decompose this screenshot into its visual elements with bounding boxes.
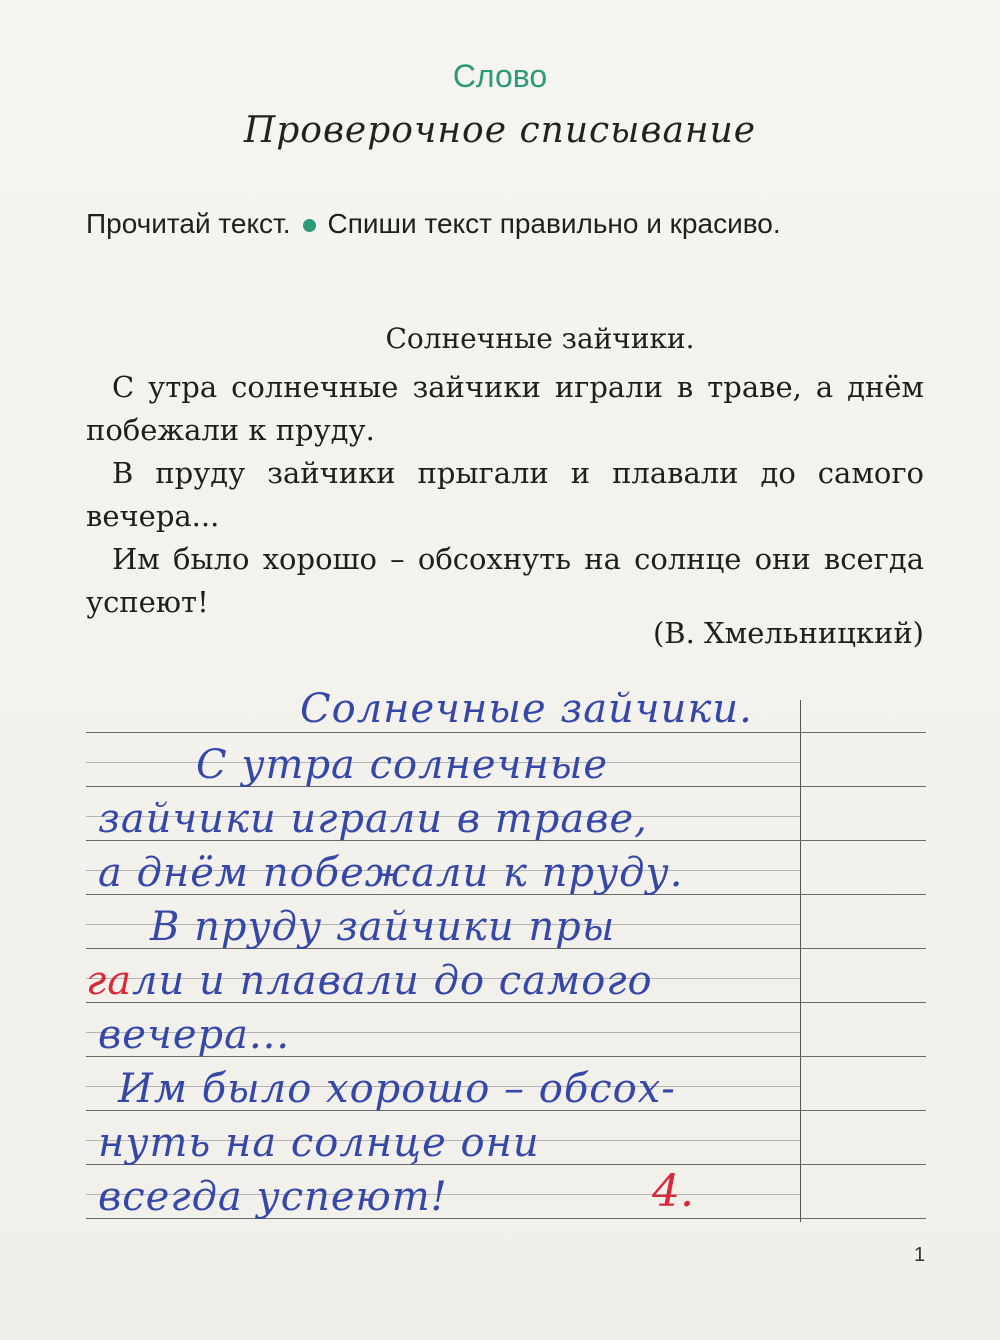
text-paragraph-2: В пруду зайчики прыгали и плавали до самого вечера... bbox=[86, 456, 924, 533]
page-number: 1 bbox=[914, 1244, 926, 1266]
rule-line bbox=[86, 732, 926, 733]
page-title: Проверочное списывание bbox=[243, 110, 757, 151]
instruction-copy: Спиши текст правильно и красиво. bbox=[327, 208, 781, 239]
handwritten-line-1: Солнечные зайчики. bbox=[300, 686, 753, 732]
handwritten-line-4: а днём побежали к пруду. bbox=[98, 850, 684, 896]
text-author: (В. Хмельницкий) bbox=[652, 616, 924, 650]
text-title: Солнечные зайчики. bbox=[385, 322, 695, 355]
handwritten-line-10: всегда успеют! bbox=[98, 1174, 448, 1220]
handwritten-line-5: В пруду зайчики пры bbox=[150, 904, 616, 950]
margin-line bbox=[800, 700, 801, 1222]
handwritten-line-2: С утра солнечные bbox=[196, 742, 609, 788]
handwritten-line-9: нуть на солнце они bbox=[98, 1120, 540, 1166]
text-paragraph-1: С утра солнечные зайчики играли в траве, а днём побежали к пруду. bbox=[86, 370, 924, 447]
handwritten-line-6-rest: ли и плавали до самого bbox=[132, 958, 653, 1004]
grade-mark: 4. bbox=[652, 1166, 694, 1217]
correction-mark: га bbox=[86, 958, 133, 1004]
handwritten-line-3: зайчики играли в траве, bbox=[98, 796, 648, 842]
instruction-read: Прочитай текст. bbox=[86, 208, 291, 239]
section-heading: Слово bbox=[452, 58, 548, 94]
handwritten-line-6 bbox=[86, 958, 653, 1004]
handwritten-line-8: Им было хорошо – обсох- bbox=[118, 1066, 676, 1112]
handwritten-line-7: вечера... bbox=[98, 1012, 291, 1058]
task-instruction bbox=[86, 204, 926, 244]
text-paragraph-3: Им было хорошо – обсохнуть на солнце они всегда успеют! bbox=[86, 542, 924, 619]
bullet-dot-icon bbox=[303, 219, 316, 232]
